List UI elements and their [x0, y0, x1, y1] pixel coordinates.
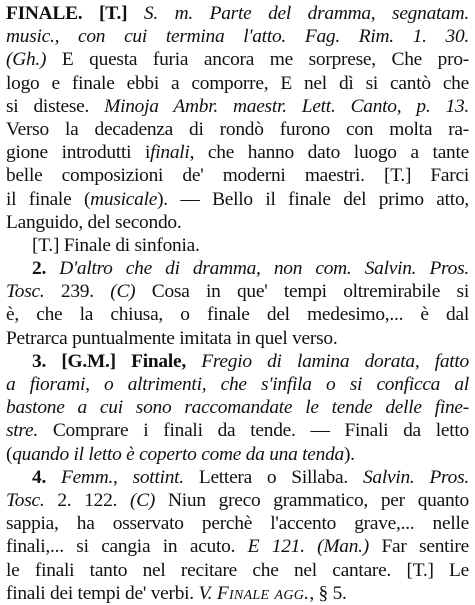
sense-2-line-4	[6, 327, 469, 350]
entry-line-8	[6, 164, 469, 187]
sense-4-line-6	[6, 582, 469, 605]
sub-headword: Finale,	[131, 350, 186, 372]
example-text: Comprare i finali da tende. — Finali da letto	[52, 420, 469, 442]
citation-source: Salvin. Pros.	[362, 466, 469, 488]
sense-4-line-2	[6, 489, 469, 512]
citation-marker: (C)	[130, 489, 156, 511]
sense-4-line-3	[6, 512, 469, 535]
sense-3-line-3	[6, 396, 469, 419]
entry-line-6	[6, 118, 469, 141]
citation-source: Salvin. Pros.	[364, 258, 469, 280]
sense-3-line-2	[6, 373, 469, 396]
sense-2-line-3	[6, 303, 469, 326]
citation-text: , che hanno dato luogo a tante	[189, 142, 469, 164]
citation-text: Cosa in que' tempi oltremirabile si	[151, 281, 469, 303]
sense-2-line-1	[6, 257, 469, 280]
example-text: Languido, del secondo.	[6, 211, 182, 233]
citation-text: logo e finale ebbi a comporre, E nel dì si cantò che	[6, 72, 469, 94]
citation-number: 239.	[60, 281, 94, 303]
sense-4-line-1	[6, 466, 469, 489]
entry-line-1	[6, 2, 469, 25]
entry-line-2	[6, 25, 469, 48]
citation-source: (Gh.)	[6, 49, 47, 71]
sense-number: 2.	[32, 258, 47, 280]
definition-text: Femm., sottint.	[60, 466, 184, 488]
definition-text: Fregio di lamina dorata, fatto	[201, 350, 469, 372]
sense-number: 4.	[32, 466, 47, 488]
citation-source: E 121.	[247, 536, 305, 558]
definition-text: bastone a cui sono raccomandate le tende delle fine-	[6, 397, 469, 419]
citation-source: Fag. Rim. 1. 30.	[304, 26, 469, 48]
entry-line-10	[6, 211, 469, 234]
example-text: Far sentire	[381, 536, 469, 558]
citation-text: finali,... si cangia in acuto.	[6, 536, 236, 558]
citation-marker: (C)	[110, 281, 136, 303]
definition-text: quando il letto è coperto come da una tenda	[12, 443, 344, 465]
headword: FINALE.	[6, 3, 83, 24]
example-text: (	[6, 443, 13, 465]
section-tag: [T.] Farci	[383, 165, 469, 187]
citation-text: belle composizioni de' moderni maestri.	[6, 165, 365, 187]
example-text: ). — Bello il finale del primo atto,	[157, 188, 469, 210]
entry-line-3	[6, 48, 469, 71]
part-of-speech: S. m.	[143, 3, 193, 24]
entry-line-4	[6, 72, 469, 95]
definition-text: stre.	[6, 420, 38, 442]
example-text: finali dei tempi de' verbi.	[6, 582, 194, 604]
definition-text: music., con cui termina l'atto.	[6, 26, 287, 48]
cross-reference-section: , § 5.	[309, 582, 347, 604]
citation-source: Tosc.	[6, 489, 45, 511]
section-tag: [G.M.]	[61, 350, 116, 372]
citation-text: sappia, ha osservato perchè l'accento grave,... nelle	[6, 513, 469, 535]
example-text: le finali tanto nel recitare che nel cantare.	[6, 559, 392, 581]
sense-3-line-5	[6, 443, 469, 466]
citation-number: 2. 122.	[57, 489, 118, 511]
sense-2-line-2	[6, 280, 469, 303]
definition-text: Parte del dramma, segnatam.	[209, 3, 469, 24]
sense-4-line-4	[6, 535, 469, 558]
sense-number: 3.	[32, 350, 47, 372]
example-text: ).	[343, 443, 355, 465]
citation-text: Petrarca puntualmente imitata in quel verso.	[6, 327, 338, 349]
entry-line-7	[6, 141, 469, 164]
cross-reference-link[interactable]: Finale agg.	[216, 582, 310, 604]
emphasis-word: musicale	[90, 188, 158, 210]
section-tag: [T.]	[99, 3, 128, 24]
citation-source: Minoja Ambr. maestr. Lett. Canto, p. 13.	[104, 95, 469, 117]
citation-marker: (Man.)	[317, 536, 369, 558]
entry-line-5	[6, 95, 469, 118]
section-tag: [T.] Le	[406, 559, 469, 581]
citation-text: Niun greco grammatico, per quanto	[167, 489, 469, 511]
definition-text: a fiorami, o altrimenti, che s'infila o si conficca al	[6, 374, 469, 395]
entry-line-11	[6, 234, 469, 257]
citation-source: Tosc.	[6, 281, 45, 303]
citation-text: è, che la chiusa, o finale del medesimo,... è dal	[6, 304, 469, 326]
sense-4-line-5	[6, 559, 469, 582]
citation-text: si distese.	[6, 95, 90, 117]
entry-line-9	[6, 188, 469, 211]
cross-reference-marker: V.	[198, 582, 213, 604]
sense-3-line-1	[6, 350, 469, 373]
citation-text: gione introdutti i	[6, 142, 151, 164]
citation-text: E questa furia ancora me sorprese, Che pro-	[61, 49, 469, 71]
citation-text: Verso la decadenza di rondò furono con molta ra-	[6, 118, 469, 140]
emphasis-word: finali	[150, 142, 190, 164]
example-text: [T.] Finale di sinfonia.	[32, 234, 200, 256]
sense-3-line-4	[6, 419, 469, 442]
definition-text: D'altro che di dramma, non com.	[59, 258, 352, 280]
example-text: il finale (	[6, 188, 91, 210]
definition-text: Lettera o Sillaba.	[198, 466, 349, 488]
